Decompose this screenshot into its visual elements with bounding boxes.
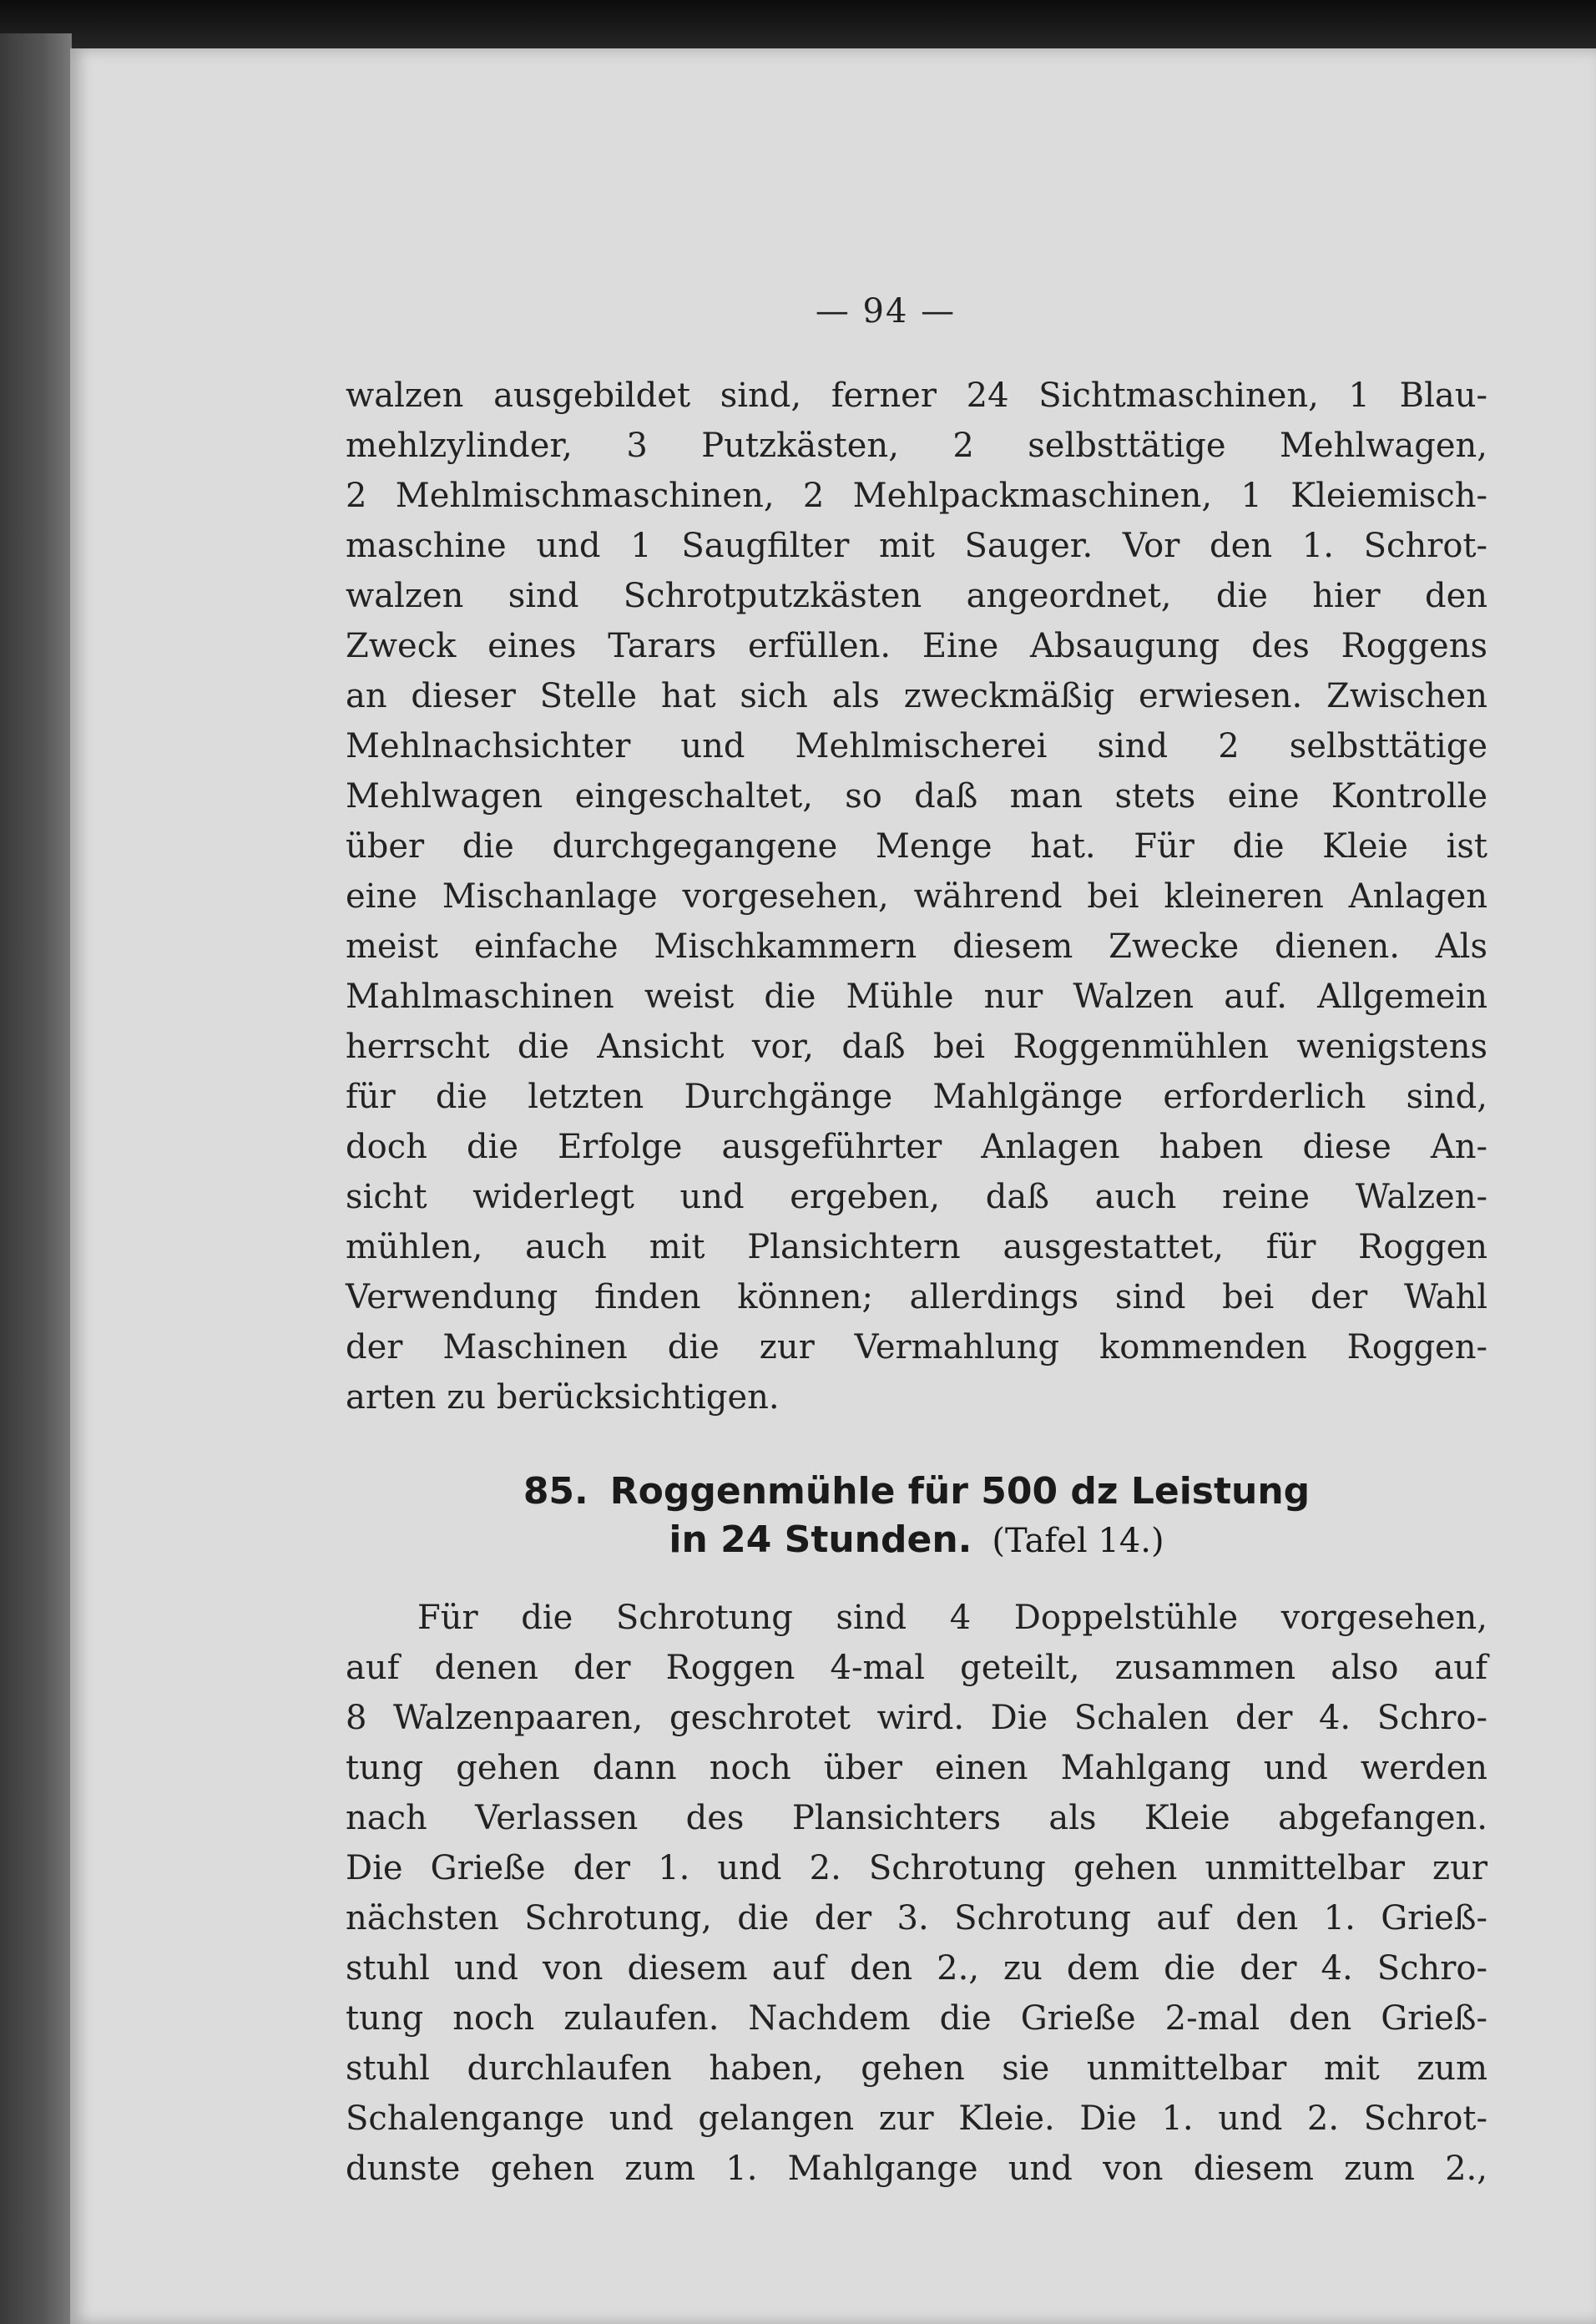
text-line: an dieser Stelle hat sich als zweckmäßig erwiesen. Zwischen (346, 677, 1487, 715)
text-line: sicht widerlegt und ergeben, daß auch reine Walzen- (346, 1178, 1487, 1216)
text-line: Mehlwagen eingeschaltet, so daß man stets eine Kontrolle (346, 777, 1487, 816)
text-line: Zweck eines Tarars erfüllen. Eine Absaugung des Roggens (346, 627, 1487, 665)
text-line: Die Grieße der 1. und 2. Schrotung gehen unmittelbar zur (346, 1849, 1487, 1887)
text-line: walzen sind Schrotputzkästen angeordnet, die hier den (346, 577, 1487, 615)
text-line: nach Verlassen des Plansichters als Kleie abgefangen. (346, 1799, 1487, 1837)
text-line: walzen ausgebildet sind, ferner 24 Sichtmaschinen, 1 Blau- (346, 376, 1487, 415)
section-title: Roggenmühle für 500 dz Leistung (609, 1470, 1311, 1513)
paragraph-2 (346, 1593, 1487, 2194)
text-line: maschine und 1 Saugfilter mit Sauger. Vor den 1. Schrot- (346, 527, 1487, 565)
text-line: meist einfache Mischkammern diesem Zwecke dienen. Als (346, 927, 1487, 966)
text-line: herrscht die Ansicht vor, daß bei Roggenmühlen wenigstens (346, 1028, 1487, 1066)
text-line: nächsten Schrotung, die der 3. Schrotung auf den 1. Grieß- (346, 1899, 1487, 1938)
text-line: für die letzten Durchgänge Mahlgänge erforderlich sind, (346, 1078, 1487, 1116)
text-line: dunste gehen zum 1. Mahlgange und von diesem zum 2., (346, 2150, 1487, 2188)
page-number: — 94 — (815, 292, 957, 331)
book-page (70, 48, 1596, 2324)
text-line: stuhl und von diesem auf den 2., zu dem die der 4. Schro- (346, 1949, 1487, 1988)
text-line: mühlen, auch mit Plansichtern ausgestattet, für Roggen (346, 1228, 1487, 1266)
text-line: arten zu berücksichtigen. (346, 1378, 780, 1417)
text-line: tung gehen dann noch über einen Mahlgang und werden (346, 1749, 1487, 1787)
text-line: 8 Walzenpaaren, geschrotet wird. Die Schalen der 4. Schro- (346, 1699, 1487, 1737)
text-line: Schalengange und gelangen zur Kleie. Die 1. und 2. Schrot- (346, 2099, 1487, 2138)
text-line: Mahlmaschinen weist die Mühle nur Walzen auf. Allgemein (346, 978, 1487, 1016)
text-line: der Maschinen die zur Vermahlung kommenden Roggen- (346, 1328, 1487, 1367)
text-line: Mehlnachsichter und Mehlmischerei sind 2 selbsttätige (346, 727, 1487, 765)
section-heading (346, 1468, 1487, 1565)
section-title-continued: in 24 Stunden. (669, 1518, 972, 1561)
scan-left-edge (0, 33, 72, 2324)
text-line: eine Mischanlage vorgesehen, während bei kleineren Anlagen (346, 877, 1487, 916)
text-line: stuhl durchlaufen haben, gehen sie unmittelbar mit zum (346, 2049, 1487, 2088)
section-heading-line-1 (346, 1468, 1487, 1516)
text-line: mehlzylinder, 3 Putzkästen, 2 selbsttätige Mehlwagen, (346, 427, 1487, 465)
section-number: 85. (523, 1470, 588, 1513)
paragraph-1 (346, 371, 1487, 1422)
text-line: über die durchgegangene Menge hat. Für die Kleie ist (346, 827, 1487, 866)
plate-reference: (Tafel 14.) (992, 1522, 1164, 1560)
text-line: Für die Schrotung sind 4 Doppelstühle vorgesehen, (417, 1599, 1487, 1637)
text-line: tung noch zulaufen. Nachdem die Grieße 2-mal den Grieß- (346, 1999, 1487, 2038)
text-line: auf denen der Roggen 4-mal geteilt, zusammen also auf (346, 1649, 1487, 1687)
text-line: Verwendung finden können; allerdings sind bei der Wahl (346, 1278, 1487, 1316)
text-line: 2 Mehlmischmaschinen, 2 Mehlpackmaschinen, 1 Kleiemisch- (346, 477, 1487, 515)
section-heading-line-2 (346, 1516, 1487, 1565)
text-line: doch die Erfolge ausgeführter Anlagen haben diese An- (346, 1128, 1487, 1166)
